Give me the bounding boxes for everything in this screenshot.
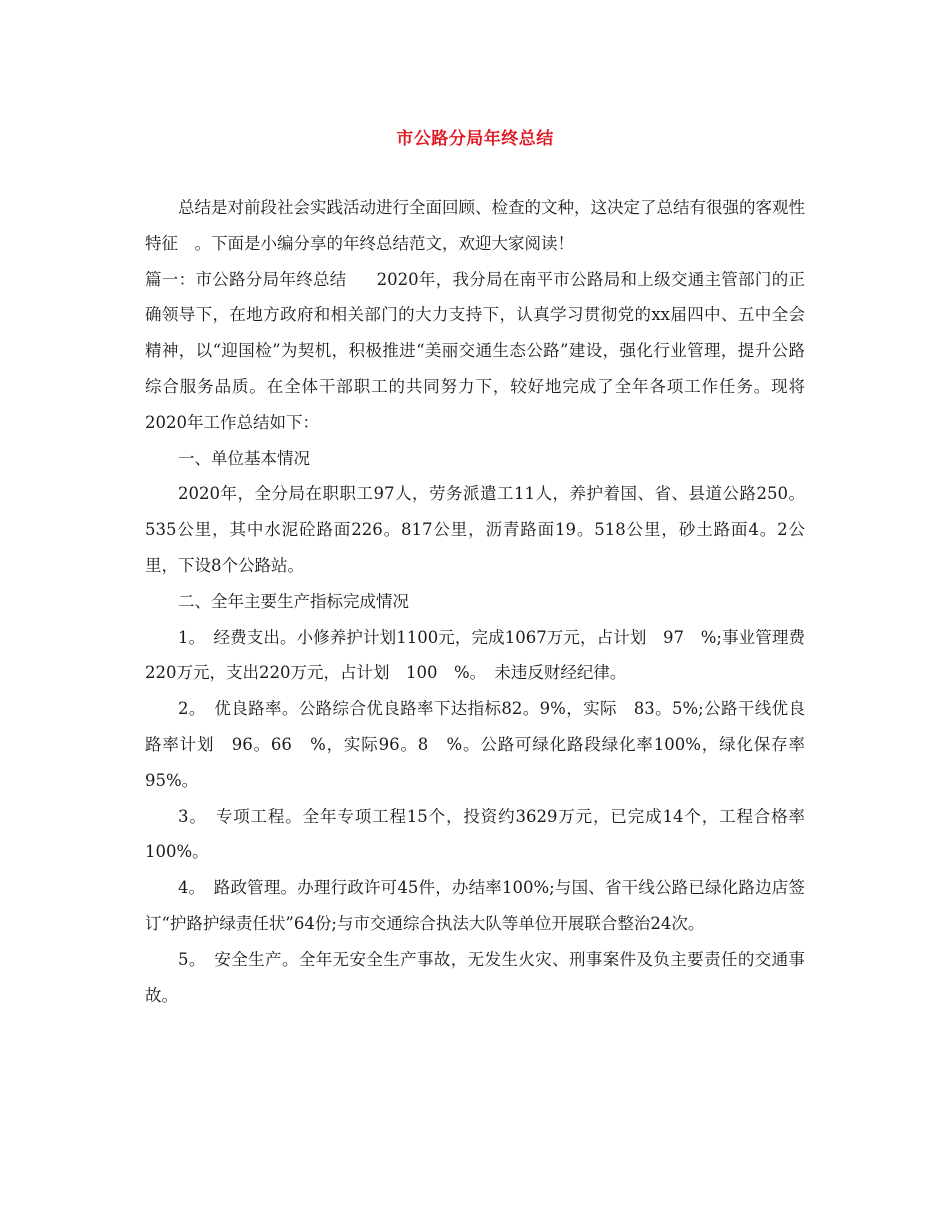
document-title: 市公路分局年终总结	[396, 129, 554, 149]
section-body-basic: 2020年，全分局在职职工97人，劳务派遣工11人，养护着国、省、县道公路250。535公里，其中水泥砼路面226。817公里，沥青路面19。518公里，砂土路面4。2公里，下设8个公路站。	[145, 484, 805, 575]
list-item: 4。 路政管理。办理行政许可45件，办结率100%;与国、省干线公路已绿化路边店签订“护路护绿责任状”64份;与市交通综合执法大队等单位开展联合整治24次。	[145, 878, 805, 933]
list-item: 3。 专项工程。全年专项工程15个，投资约3629万元，已完成14个，工程合格率100%。	[145, 806, 805, 862]
list-item: 5。 安全生产。全年无安全生产事故，无发生火灾、刑事案件及负主要责任的交通事故。	[145, 949, 805, 1005]
part-label: 篇一：市公路分局年终总结	[145, 269, 347, 289]
part-paragraph	[145, 262, 805, 441]
list-item: 1。 经费支出。小修养护计划1100元，完成1067万元，占计划 97 %;事业管理费220万元，支出220万元，占计划 100 %。 未违反财经纪律。	[145, 627, 805, 683]
intro-paragraph: 总结是对前段社会实践活动进行全面回顾、检查的文种，这决定了总结有很强的客观性特征 。下面是小编分享的年终总结范文，欢迎大家阅读！	[145, 198, 805, 253]
document-body	[145, 190, 805, 1013]
list-item: 2。 优良路率。公路综合优良路率下达指标82。9%，实际 83。5%;公路干线优良路率计划 96。66 %，实际96。8 %。公路可绿化路段绿化率100%，绿化保存率95%。	[145, 699, 805, 790]
section-heading-indicators: 二、全年主要生产指标完成情况	[178, 591, 409, 611]
part-opening: 2020年，我分局在南平市公路局和上级交通主管部门的正确领导下，在地方政府和相关部门的大力支持下，认真学习贯彻党的xx届四中、五中全会精神，以“迎国检”为契机，积极推进“美丽交通生态公路”建设，强化行业管理，提升公路综合服务品质。在全体干部职工的共同努力下，较好地完成了全年各项工作任务。现将2020年工作总结如下：	[145, 269, 806, 432]
section-heading-basic: 一、单位基本情况	[178, 448, 310, 468]
